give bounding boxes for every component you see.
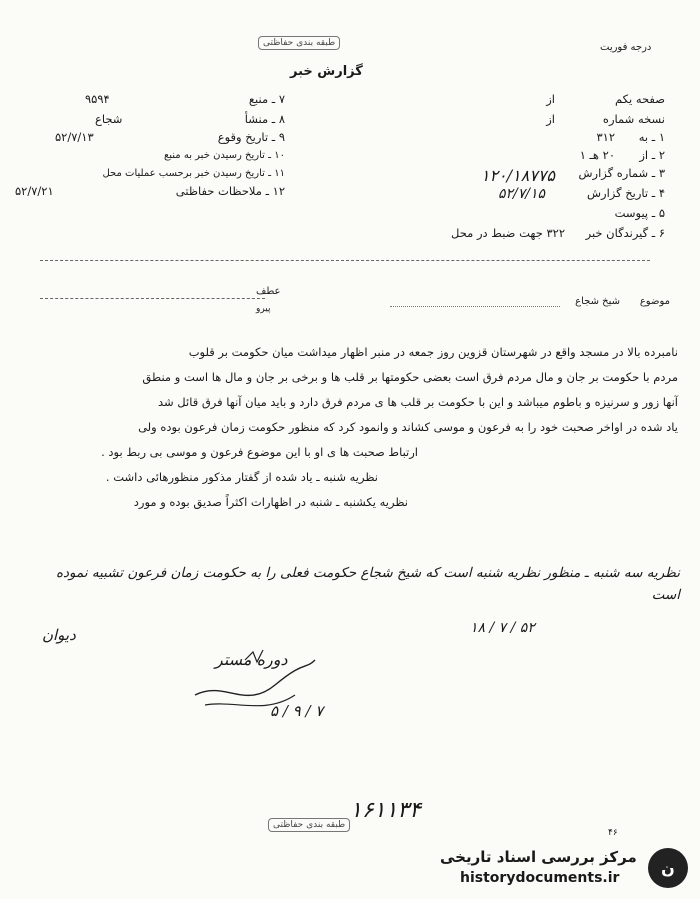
left-field-label: ۹ ـ تاریخ وقوع [217, 130, 285, 144]
classification-label: درجه فوریت [600, 42, 652, 53]
right-field-value: ۵۲/۷/۱۵ [497, 186, 545, 202]
left-field-label: ۱۲ ـ ملاحظات حفاظتی [175, 184, 285, 198]
right-field-value: ۲۰ هـ ۱ [579, 148, 615, 162]
right-field-value: ۳۱۲ [596, 130, 615, 144]
right-field-row [420, 186, 665, 202]
right-field-label: ۲ ـ از [639, 148, 665, 162]
separator-line [40, 260, 650, 261]
right-field-label: صفحه یکم [614, 92, 665, 106]
body-text [30, 340, 678, 515]
handwritten-opinion: نظریه سه شنبه ـ منظور نظریه شنبه است که شیخ شجاع حکومت فعلی را به حکومت زمان فرعون تشبیه نموده است [55, 565, 680, 603]
body-line: ارتباط صحبت ها ی او با این موضوع فرعون و موسی بی ربط بود . [101, 445, 418, 459]
header-stamp [258, 36, 340, 50]
right-field-row [420, 92, 665, 108]
left-field-value: ۵۲/۷/۱۳ [55, 130, 94, 144]
right-field-row [420, 148, 665, 164]
subject-dotted-line [390, 306, 560, 307]
brand-name: مرکز بررسی اسناد تاریخی [440, 848, 637, 866]
body-line: مردم با حکومت بر جان و مال مردم فرق است بعضی حکومتها بر قلب ها و برخی بر جان و مال ها است و منطق [142, 370, 678, 384]
signature-date: ۵ / ۹ / ۷ [270, 702, 324, 720]
archive-number: ۱۶۱۱۳۴ [350, 798, 421, 823]
left-field-row [25, 130, 285, 146]
right-field-row [380, 226, 665, 242]
subject-value: شیخ شجاع [575, 296, 620, 307]
right-field-label: ۶ ـ گیرندگان خبر [585, 226, 665, 240]
left-field-label: ۱۱ ـ تاریخ رسیدن خبر برحسب عملیات محل [102, 168, 285, 179]
signature-name: دوره مستر [215, 650, 288, 669]
body-line: نظریه یکشنبه ـ شنبه در اظهارات اکثراً صدیق بوده و مورد [133, 495, 408, 509]
body-line: یاد شده در اواخر صحبت خود را به فرعون و موسی کشاند و وانمود کرد که منظور حکومت زمان فرعون بوده ولی [138, 420, 678, 434]
signature-top: دیوان [42, 626, 76, 644]
right-field-label: ۵ ـ پیوست [614, 206, 665, 220]
left-field-row [25, 168, 285, 182]
left-field-value: شجاع [95, 112, 123, 126]
left-field-label: ۷ ـ منبع [248, 92, 285, 106]
footer-stamp-text: طبقه بندی حفاظتی [273, 820, 346, 830]
left-field-label: ۱۰ ـ تاریخ رسیدن خبر به منبع [163, 150, 285, 161]
left-field-row [25, 150, 285, 164]
right-field-row [420, 206, 665, 222]
brand-logo-icon: ن [648, 848, 688, 888]
subject-label: موضوع [639, 296, 670, 307]
reference-sub-label: پیرو [256, 304, 271, 314]
left-field-row [25, 112, 285, 128]
body-line: آنها زور و سرنیزه و باطوم میباشد و این با حکومت بر قلب ها ی مردم فرق دارد و باید میان آنها فرق قائل شد [157, 395, 678, 409]
body-line: نظریه شنبه ـ یاد شده از گفتار مذکور منظورهائی داشت . [105, 470, 378, 484]
right-field-value: ۱۲۰/۱۸۷۷۵ [480, 166, 555, 185]
department-stamp: طبقه بندی حفاظتی [263, 38, 336, 48]
page-marker: ۴۶ [608, 828, 618, 838]
reference-label: عطف [256, 286, 281, 297]
right-field-row [420, 130, 665, 146]
left-field-row [25, 92, 285, 108]
left-field-label: ۸ ـ منشأ [244, 112, 285, 126]
right-field-label: ۳ ـ شماره گزارش [578, 166, 665, 180]
left-field-row [15, 184, 285, 200]
right-field-label: ۴ ـ تاریخ گزارش [586, 186, 665, 200]
footer-stamp [268, 818, 350, 832]
body-line: نامبرده بالا در مسجد واقع در شهرستان قزوین روز جمعه در منبر اظهار میداشت میان حکومت بر قلوب [188, 345, 678, 359]
brand-url: historydocuments.ir [460, 870, 620, 886]
right-field-row [420, 112, 665, 128]
right-field-label: ۱ ـ به [638, 130, 665, 144]
right-field-value: از [546, 112, 555, 126]
left-field-value: ۹۵۹۴ [85, 92, 110, 106]
right-field-label: نسخه شماره [602, 112, 665, 126]
left-field-value: ۵۲/۷/۲۱ [15, 184, 54, 198]
right-field-value: از [546, 92, 555, 106]
right-field-value: ۳۲۲ جهت ضبط در محل [451, 226, 565, 240]
right-field-row [420, 166, 665, 185]
separator-line [40, 298, 265, 299]
report-title: گزارش خبر [290, 64, 363, 79]
handwritten-date: ۱۸ / ۷ / ۵۲ [470, 620, 535, 636]
